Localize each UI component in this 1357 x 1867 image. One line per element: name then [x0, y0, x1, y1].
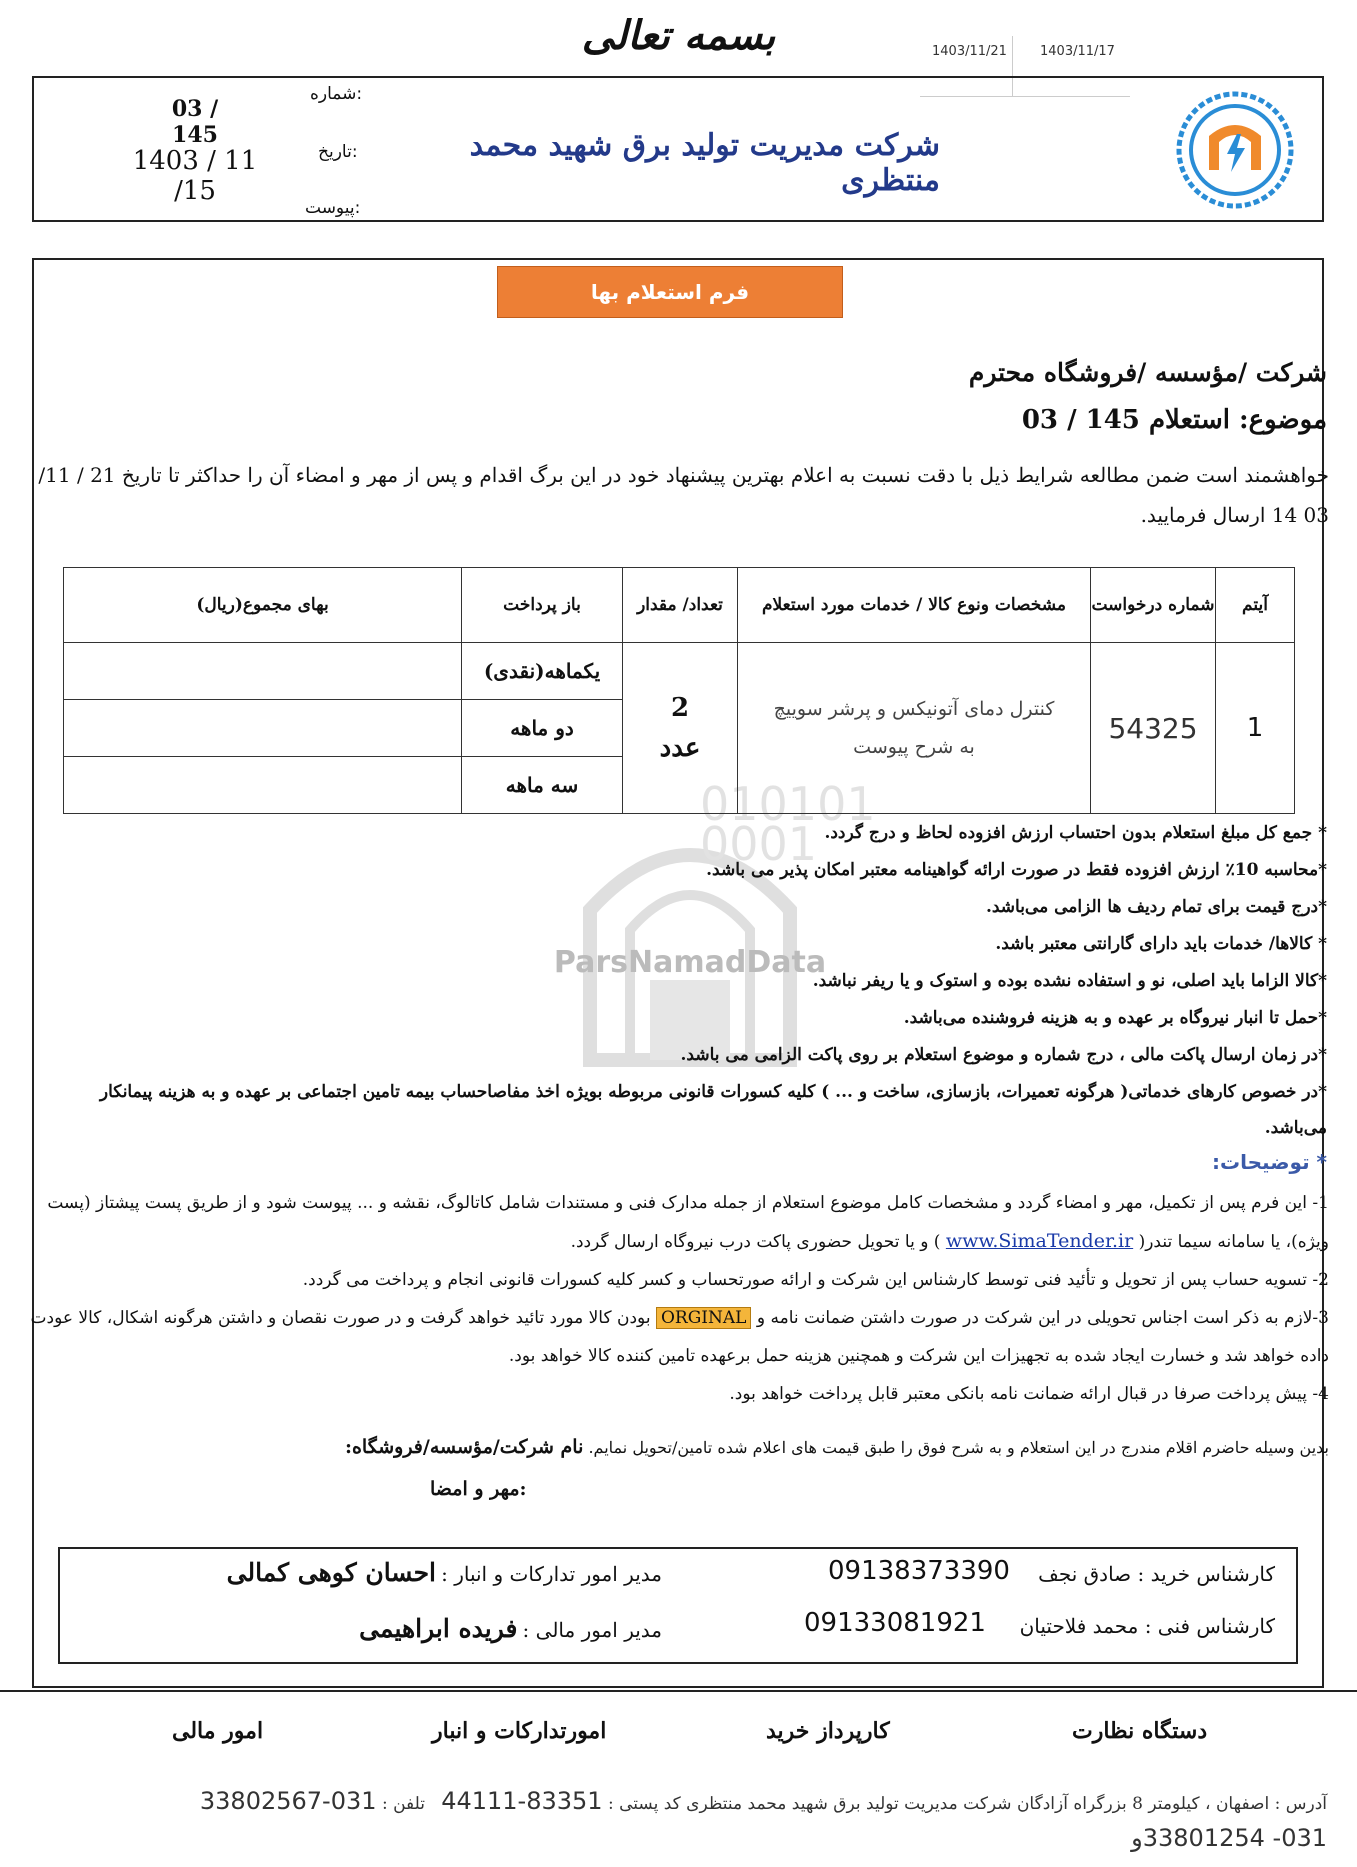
payment-option-2: دو ماهه [462, 700, 623, 757]
finance-name: فریده ابراهیمی [359, 1614, 518, 1643]
watermark-text: ParsNamadData [553, 945, 827, 980]
total-cell-3[interactable] [64, 757, 462, 814]
col-spec-header: مشخصات ونوع کالا / خدمات مورد استعلام [738, 568, 1091, 643]
qty-number: 2 [670, 693, 690, 723]
spec-line-1: کنترل دمای آتونیکس و پرشر سوییچ [773, 698, 1055, 720]
procurement-label: مدیر امور تدارکات و انبار : [441, 1562, 662, 1586]
phone-1: 031-33802567 [199, 1787, 377, 1815]
signature-supervision: دستگاه نظارت [1072, 1718, 1208, 1744]
spec-line-2: به شرح پیوست [853, 736, 975, 758]
notes-list [29, 1184, 1329, 1413]
addressee-line: شرکت /مؤسسه /فروشگاه محترم [968, 358, 1327, 387]
note-3-text-b: بودن کالا مورد تائید خواهد گرفت و در صورت نقصان و داشتن هرگونه اشکال، کالا عودت داده خواهد شد و خسارت ایجاد شده به تجهیزات این شرکت و همچنین هزینه حمل برعهده تامین کننده کالا خواهد بود. [30, 1308, 1329, 1366]
condition-item: *محاسبه 10٪ ارزش افزوده فقط در صورت ارائه گواهینامه معتبر امکان پذیر می باشد. [706, 860, 1327, 880]
subject-line: موضوع: استعلام 145 / 03 [1021, 405, 1327, 435]
postal-code: 83351-44111 [441, 1787, 603, 1815]
finance-label: مدیر امور مالی : [522, 1618, 662, 1642]
col-item-header: آیتم [1216, 568, 1295, 643]
signature-finance: امور مالی [172, 1718, 264, 1744]
tech-phone: 09133081921 [804, 1608, 986, 1638]
company-name-label: نام شرکت/مؤسسه/فروشگاه: [344, 1436, 584, 1458]
signature-purchasing-agent: کارپرداز خرید [766, 1718, 890, 1744]
condition-item: *در زمان ارسال پاکت مالی ، درج شماره و موضوع استعلام بر روی پاکت الزامی می باشد. [680, 1045, 1327, 1065]
note-1-text-b: ) و یا تحویل حضوری پاکت درب نیروگاه ارسال گردد. [570, 1232, 941, 1252]
col-request-no-header: شماره درخواست [1091, 568, 1216, 643]
note-4: 4- پیش پرداخت صرفا در قبال ارائه ضمانت نامه بانکی معتبر قابل پرداخت خواهد بود. [729, 1384, 1329, 1404]
date-label: تاریخ: [318, 142, 358, 162]
col-qty-header: تعداد/ مقدار [623, 568, 738, 643]
finance-manager [162, 1614, 662, 1643]
declaration-text: بدین وسیله حاضرم اقلام مندرج در این استعلام و به شرح فوق را طبق قیمت های اعلام شده تامین/تحویل نمایم. [588, 1438, 1329, 1457]
footer-address [27, 1784, 1327, 1858]
procurement-name: احسان کوهی کمالی [226, 1558, 437, 1587]
company-logo-icon [1175, 90, 1295, 210]
tech-contact [1020, 1614, 1275, 1638]
condition-item: *حمل تا انبار نیروگاه بر عهده و به هزینه فروشنده می‌باشد. [903, 1008, 1327, 1028]
col-payment-header: باز پرداخت [462, 568, 623, 643]
phone-2: 031- 33801254و [1131, 1824, 1327, 1852]
company-name: شرکت مدیریت تولید برق شهید محمد منتظری [469, 128, 940, 198]
condition-item: *درج قیمت برای تمام ردیف ها الزامی می‌باشد. [985, 897, 1327, 917]
notes-title: * توضیحات: [1212, 1150, 1327, 1174]
table-header-row [64, 568, 1295, 643]
buyer-phone: 09138373390 [828, 1556, 1010, 1586]
number-label: شماره: [310, 84, 363, 104]
inquiry-table [63, 567, 1295, 814]
bismillah-heading: بسمه تعالی [581, 12, 776, 59]
note-2: 2- تسویه حساب پس از تحویل و تأئید فنی توسط کارشناس این شرکت و ارائه صورتحساب و کسر کلیه کسورات قانونی انجام و پرداخت می گردد. [302, 1270, 1329, 1290]
note-1-text-a: 1- این فرم پس از تکمیل، مهر و امضاء گردد و مشخصات کامل موضوع استعلام از جمله مدارک فنی و مستندات شامل کاتالوگ، نقشه و ... پیوست شود و از طریق پست پیشتاز (پست ویژه)، یا سامانه سیما تندر( [47, 1193, 1329, 1252]
letter-number: 03 / 145 [171, 96, 219, 148]
buyer-contact [1038, 1562, 1275, 1586]
note-3-text-a: 3-لازم به ذکر است اجناس تحویلی در این شرکت در صورت داشتن ضمانت نامه و [756, 1308, 1329, 1328]
signature-procurement: امورتدارکات و انبار [432, 1718, 607, 1744]
note-3 [29, 1299, 1329, 1375]
buyer-label: کارشناس خرید : صادق نجف [1038, 1562, 1275, 1586]
seal-signature-label: مهر و امضا: [430, 1478, 527, 1500]
conditions-list [67, 815, 1327, 1146]
svg-text:010101: 010101 [700, 777, 876, 831]
signature-separator [0, 1690, 1357, 1692]
col-total-header: بهای مجموع(ریال) [64, 568, 462, 643]
original-highlight: ORGINAL [656, 1307, 751, 1329]
received-stamp-date-2: 1403/11/17 [1040, 44, 1115, 59]
simatender-link[interactable]: www.SimaTender.ir [945, 1230, 1134, 1252]
qty-unit: عدد [659, 733, 701, 763]
total-cell-1[interactable] [64, 643, 462, 700]
form-title-banner: فرم استعلام بها [497, 266, 843, 318]
payment-option-1: یکماهه(نقدی) [462, 643, 623, 700]
tech-label: کارشناس فنی : محمد فلاحتیان [1019, 1614, 1275, 1638]
note-1 [29, 1184, 1329, 1261]
attachment-label: پیوست: [305, 198, 361, 218]
condition-item: * جمع کل مبلغ استعلام بدون احتساب ارزش افزوده لحاظ و درج گردد. [824, 823, 1327, 843]
payment-option-3: سه ماهه [462, 757, 623, 814]
declaration-line [29, 1432, 1329, 1463]
condition-item: * کالاها/ خدمات باید دارای گارانتی معتبر باشد. [995, 934, 1327, 954]
cell-qty [623, 643, 738, 814]
letter-date: 1403 / 11 /15 [132, 146, 258, 206]
cell-request-no: 54325 [1091, 643, 1216, 814]
address-text: آدرس : اصفهان ، کیلومتر 8 بزرگراه آزادگان شرکت مدیریت تولید برق شهید محمد منتظری کد پستی : [607, 1794, 1327, 1814]
table-row [64, 643, 1295, 700]
cell-spec [738, 643, 1091, 814]
received-stamp-date-1: 1403/11/21 [932, 44, 1007, 59]
cell-item: 1 [1216, 643, 1295, 814]
total-cell-2[interactable] [64, 700, 462, 757]
procurement-manager [162, 1558, 662, 1587]
condition-item: *در خصوص کارهای خدماتی( هرگونه تعمیرات، بازسازی، ساخت و ... ) کلیه کسورات قانونی مربوطه بویژه اخذ مفاصاحساب بیمه تامین اجتماعی بر عهده و به هزینه پیمانکار می‌باشد. [99, 1082, 1327, 1138]
svg-text:0001: 0001 [700, 817, 818, 871]
intro-paragraph: خواهشمند است ضمن مطالعه شرایط ذیل با دقت نسبت به اعلام بهترین پیشنهاد خود در این برگ اقدام و پس از مهر و امضاء آن را حداکثر تا تاریخ 21 / 11/ 03 14 ارسال فرمایید. [38, 463, 1329, 527]
phone-label: تلفن : [381, 1794, 425, 1814]
condition-item: *کالا الزاما باید اصلی، نو و استفاده نشده بوده و استوک و یا ریفر نباشد. [812, 971, 1327, 991]
